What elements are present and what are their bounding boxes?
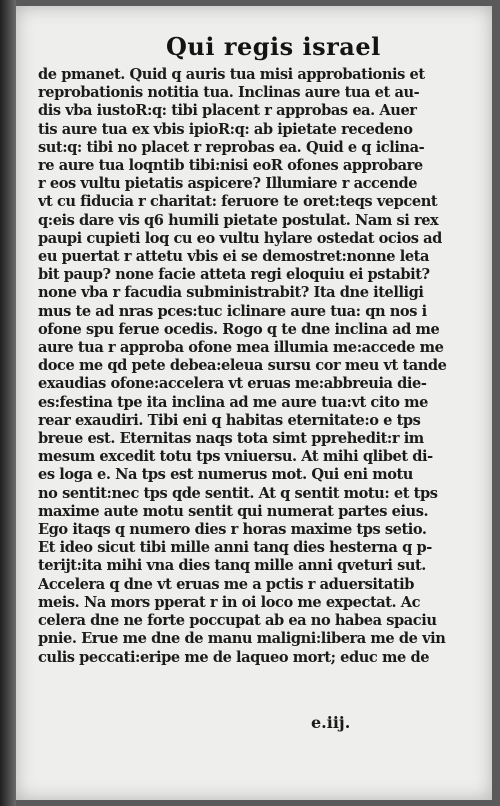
page-gutter-shadow: [0, 0, 16, 806]
text-line: tis aure tua ex vbis ipioR:q: ab ipietate recedeno: [38, 120, 413, 138]
text-line: terijt:ita mihi vna dies tanq mille anni qveturi sut.: [38, 557, 426, 575]
text-line: pnie. Erue me dne de manu maligni:libera me de vin: [38, 630, 446, 648]
text-line: dis vba iustoR:q: tibi placent r approbas ea. Auer: [38, 102, 417, 120]
text-line: exaudias ofone:accelera vt eruas me:abbreuia die-: [38, 375, 427, 393]
text-line: doce me qd pete debea:eleua sursu cor meu vt tande: [38, 357, 447, 375]
text-line: mus te ad nras pces:tuc iclinare aure tua: qn nos i: [38, 302, 427, 320]
book-page: [16, 6, 492, 800]
text-line: vt cu fiducia r charitat: feruore te oret:teqs vepcent: [38, 193, 438, 211]
text-line: Et ideo sicut tibi mille anni tanq dies hesterna q p-: [38, 539, 432, 557]
page-heading: Qui regis israel: [166, 32, 381, 61]
text-line: aure tua r approba ofone mea illumia me:accede me: [38, 339, 444, 357]
text-line: es loga e. Na tps est numerus mot. Qui eni motu: [38, 466, 413, 484]
text-line: meis. Na mors pperat r in oi loco me expectat. Ac: [38, 593, 421, 611]
text-line: celera dne ne forte poccupat ab ea no habea spaciu: [38, 612, 437, 630]
signature-mark: e.iij.: [311, 713, 351, 732]
text-line: Accelera q dne vt eruas me a pctis r aduersitatib: [38, 575, 414, 593]
body-text: [38, 66, 458, 667]
text-line: paupi cupieti loq cu eo vultu hylare ostedat ocios ad: [38, 229, 442, 247]
text-line: rear exaudiri. Tibi eni q habitas eternitate:o e tps: [38, 411, 421, 429]
text-line: es:festina tpe ita inclina ad me aure tua:vt cito me: [38, 393, 428, 411]
text-line: no sentit:nec tps qde sentit. At q sentit motu: et tps: [38, 484, 438, 502]
text-line: reprobationis notitia tua. Inclinas aure tua et au-: [38, 84, 420, 102]
text-line: bit paup? none facie atteta regi eloquiu ei pstabit?: [38, 266, 430, 284]
text-line: sut:q: tibi no placet r reprobas ea. Quid e q iclina-: [38, 138, 425, 156]
text-line: q:eis dare vis q6 humili pietate postulat. Nam si rex: [38, 211, 439, 229]
text-line: eu puertat r attetu vbis ei se demostret:nonne leta: [38, 248, 429, 266]
text-line: r eos vultu pietatis aspicere? Illumiare r accende: [38, 175, 418, 193]
text-line: re aure tua loqntib tibi:nisi eoR ofones approbare: [38, 157, 423, 175]
text-line: de pmanet. Quid q auris tua misi approbationis et: [38, 66, 425, 83]
text-line: ofone spu ferue ocedis. Rogo q te dne inclina ad me: [38, 320, 440, 338]
text-line: none vba r facudia subministrabit? Ita dne itelligi: [38, 284, 424, 302]
text-line: Ego itaqs q numero dies r horas maxime tps setio.: [38, 521, 427, 539]
text-line: mesum excedit totu tps vniuersu. At mihi qlibet di-: [38, 448, 433, 466]
text-line: maxime aute motu sentit qui numerat partes eius.: [38, 502, 429, 520]
text-line: breue est. Eternitas naqs tota simt pprehedit:r im: [38, 430, 424, 448]
text-line: culis peccati:eripe me de laqueo mort; educ me de: [38, 648, 430, 666]
